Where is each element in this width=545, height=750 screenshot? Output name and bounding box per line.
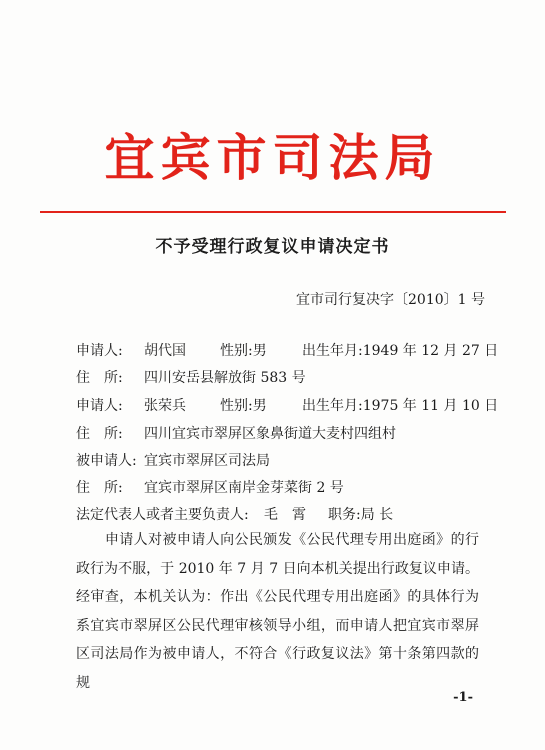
applicant-2-label: 申请人: bbox=[76, 398, 123, 414]
applicant-1-birth: 出生年月:1949 年 12 月 27 日 bbox=[302, 343, 499, 359]
applicant-2-name: 张荣兵 bbox=[144, 398, 186, 414]
representative-name: 毛 霄 bbox=[264, 507, 306, 523]
representative-label: 法定代表人或者主要负责人: bbox=[76, 507, 249, 523]
respondent-value: 宜宾市翠屏区司法局 bbox=[144, 453, 270, 469]
applicant-2-gender: 性别:男 bbox=[220, 398, 267, 414]
address-1-label: 住 所: bbox=[76, 370, 123, 386]
representative-position: 职务:局 长 bbox=[328, 507, 394, 523]
respondent-label: 被申请人: bbox=[76, 453, 137, 469]
document-title: 不予受理行政复议申请决定书 bbox=[155, 237, 390, 257]
page-number: -1- bbox=[453, 690, 473, 705]
address-2-label: 住 所: bbox=[76, 426, 123, 442]
body-paragraph: 申请人对被申请人向公民颁发《公民代理专用出庭函》的行政行为不服，于 2010 年 7 月 7 日向本机关提出行政复议申请。经审查，本机关认为：作出《公民代理专用出庭函》的具体行为系宜宾市翠屏区公民代理审核领导小组，而申请人把宜宾市翠屏区司法局作为被申请人，不符合《行政复议法》第十条第四款的规 bbox=[76, 532, 479, 691]
document-number: 宜市司行复决字〔2010〕1 号 bbox=[296, 292, 485, 308]
org-header: 宜宾市司法局 bbox=[104, 129, 441, 187]
address-3-label: 住 所: bbox=[76, 480, 123, 496]
address-2-value: 四川宜宾市翠屏区象鼻街道大麦村四组村 bbox=[144, 426, 396, 442]
applicant-1-name: 胡代国 bbox=[144, 343, 186, 359]
header-rule bbox=[40, 211, 506, 213]
applicant-1-gender: 性别:男 bbox=[220, 343, 267, 359]
applicant-2-birth: 出生年月:1975 年 11 月 10 日 bbox=[302, 398, 499, 414]
address-3-value: 宜宾市翠屏区南岸金芽菜街 2 号 bbox=[144, 480, 344, 496]
address-1-value: 四川安岳县解放街 583 号 bbox=[144, 370, 306, 386]
applicant-1-label: 申请人: bbox=[76, 343, 123, 359]
